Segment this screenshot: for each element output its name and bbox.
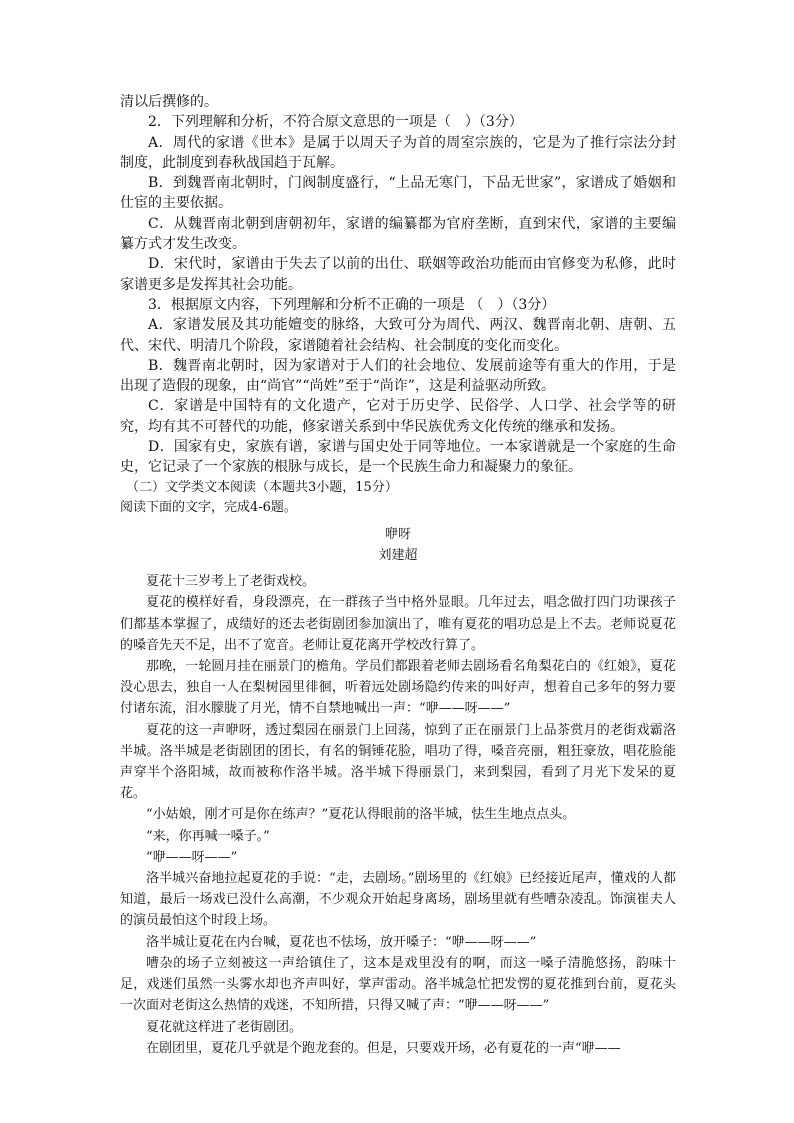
story-paragraph: 夏花的模样好看，身段漂亮，在一群孩子当中格外显眼。几年过去，唱念做打四门功课孩子们都基本掌握了，成绩好的还去老街剧团参加演出了，唯有夏花的唱功总是上不去。老师说夏花的嗓音先天不足，出不了宽音。老师让夏花离开学校改行算了。 xyxy=(120,595,676,653)
story-paragraph: “小姑娘，刚才可是你在练声？”夏花认得眼前的洛半城，怯生生地点点头。 xyxy=(146,807,576,823)
story-paragraph: 洛半城让夏花在内台喊，夏花也不怯场，放开嗓子：“咿——呀——” xyxy=(146,934,537,950)
reading-instruction: 阅读下面的文字，完成4-6题。 xyxy=(120,499,297,515)
question-2-option-c: C．从魏晋南北朝到唐朝初年，家谱的编纂都为官府垄断，直到宋代，家谱的主要编纂方式才发生改变。 xyxy=(120,215,676,253)
document-page xyxy=(120,92,676,1059)
question-3-option-c: C．家谱是中国特有的文化遗产，它对于历史学、民俗学、人口学、社会学等的研究，均有其不可替代的功能，修家谱关系到中华民族优秀文化传统的继承和发扬。 xyxy=(120,398,676,435)
section-heading: （二）文学类文本阅读（本题共3小题，15分） xyxy=(126,479,398,495)
story-paragraph: 嘈杂的场子立刻被这一声给镇住了，这本是戏里没有的啊，而这一嗓子清脆悠扬，韵味十足，戏迷们虽然一头雾水却也齐声叫好，掌声雷动。洛半城急忙把发愣的夏花推到台前，夏花头一次面对老街这么热情的戏迷，不知所措，只得又喊了声：“咿——呀——” xyxy=(120,955,676,1014)
story-paragraph: 那晚，一轮圆月挂在丽景门的檐角。学员们都跟着老师去剧场看名角梨花白的《红娘》，夏花没心思去，独自一人在梨树园里徘徊，听着远处剧场隐约传来的叫好声，想着自己多年的努力要付诸东流，泪水朦胧了月光，情不自禁地喊出一声：“咿——呀——” xyxy=(120,659,676,717)
question-3-option-d: D．国家有史，家族有谱，家谱与国史处于同等地位。一本家谱就是一个家庭的生命史，它记录了一个家族的根脉与成长，是一个民族生命力和凝聚力的象征。 xyxy=(120,439,676,476)
story-paragraph: 夏花十三岁考上了老街戏校。 xyxy=(146,574,316,590)
question-3-option-a: A．家谱发展及其功能嬗变的脉络，大致可分为周代、两汉、魏晋南北朝、唐朝、五代、宋代、明清几个阶段，家谱随着社会结构、社会制度的变化而变化。 xyxy=(120,317,676,354)
story-paragraph: 夏花就这样进了老街剧团。 xyxy=(146,1019,303,1035)
story-body xyxy=(120,571,676,1059)
story-paragraph: “咿——呀——” xyxy=(146,849,238,865)
story-paragraph: 夏花的这一声咿呀，透过梨园在丽景门上回荡，惊到了正在丽景门上品茶赏月的老街戏霸洛半城。洛半城是老街剧团的团长，有名的铜锤花脸，唱功了得，嗓音亮丽，粗狂豪放，唱花脸能声穿半个洛阳城，故而被称作洛半城。洛半城下得丽景门，来到梨园，看到了月光下发呆的夏花。 xyxy=(120,722,676,802)
story-paragraph: “来，你再喊一嗓子。” xyxy=(146,828,270,844)
story-author: 刘建超 xyxy=(378,548,418,564)
story-title: 咿呀 xyxy=(384,527,411,543)
question-3-option-b: B．魏晋南北朝时，因为家谱对于人们的社会地位、发展前途等有重大的作用，于是出现了造假的现象，由“尚官”“尚姓”至于“尚诈”，这是利益驱动所致。 xyxy=(120,357,676,395)
story-paragraph: 洛半城兴奋地拉起夏花的手说：“走，去剧场。”剧场里的《红娘》已经接近尾声，懂戏的人都知道，最后一场戏已没什么高潮，不少观众开始起身离场，剧场里就有些嘈杂凌乱。饰演崔夫人的演员最怕这个时段上场。 xyxy=(120,871,676,929)
question-2-option-d: D．宋代时，家谱由于失去了以前的出仕、联姻等政治功能而由官修变为私修，此时家谱更多是发挥其社会功能。 xyxy=(120,256,676,293)
question-2-option-b: B．到魏晋南北朝时，门阀制度盛行，“上品无寒门，下品无世家”，家谱成了婚姻和仕宦的主要依据。 xyxy=(120,175,676,212)
paragraph-continuation: 清以后撰修的。 xyxy=(120,94,218,110)
question-2-option-a: A．周代的家谱《世本》是属于以周天子为首的周室宗族的，它是为了推行宗法分封制度，此制度到春秋战国趋于瓦解。 xyxy=(120,134,676,171)
story-paragraph: 在剧团里，夏花几乎就是个跑龙套的。但是，只要戏开场，必有夏花的一声“咿—— xyxy=(146,1040,621,1056)
question-3-stem: 3．根据原文内容，下列理解和分析不正确的一项是 （ ）（3分） xyxy=(148,296,556,313)
question-2-stem: 2．下列理解和分析，不符合原文意思的一项是（ ）（3分） xyxy=(148,114,523,131)
question-section xyxy=(120,92,676,518)
